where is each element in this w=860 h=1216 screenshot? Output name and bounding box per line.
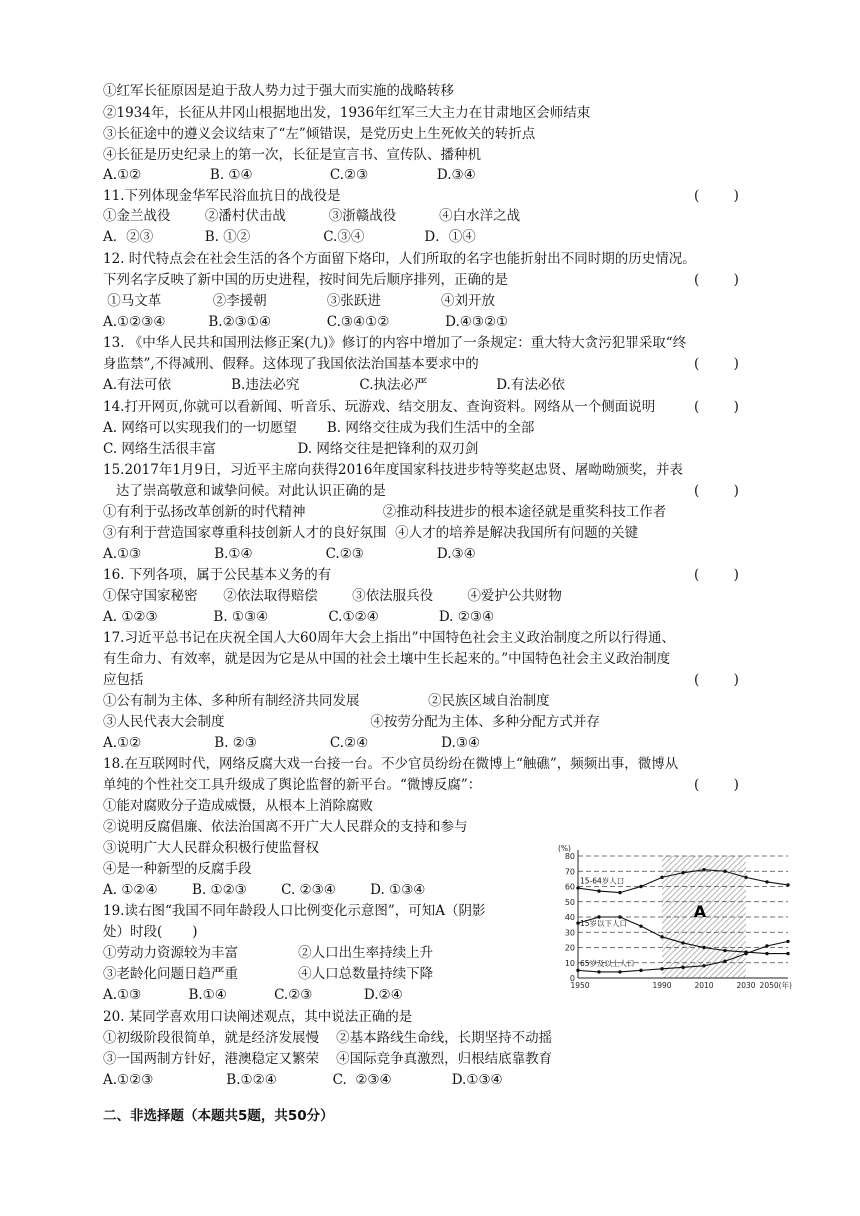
question-line: 11.下列体现金华军民浴血抗日的战役是 [103, 188, 341, 204]
y-tick-label: 80 [564, 852, 575, 861]
data-point [660, 876, 663, 879]
question-line: C. 网络生活很丰富 D. 网络交往是把锋利的双刃剑 [103, 441, 479, 457]
question-line: A．②③ B. ①② C.③④ D．①④ [103, 229, 476, 245]
y-tick-label: 50 [564, 897, 575, 907]
data-point [744, 876, 747, 879]
question-line: ③老龄化问题日趋严重 ④人口总数量持续下降 [103, 966, 434, 982]
x-tick-label: 2010 [694, 981, 714, 990]
data-point [618, 891, 621, 894]
question-line: ③人民代表大会制度 ④按劳分配为主体、多种分配方式并存 [103, 714, 600, 730]
question-line: A. 网络可以实现我们的一切愿望 B. 网络交往成为我们生活中的全部 [103, 420, 535, 436]
question-line: A.①③ B.①④ C.②③ D.②④ [103, 987, 403, 1003]
question-line: ②1934年，长征从井冈山根据地出发，1936年红军三大主力在甘肃地区会师结束 [103, 105, 591, 121]
data-point [786, 940, 789, 943]
data-point [723, 949, 726, 952]
data-point [765, 952, 768, 955]
data-point [597, 970, 600, 973]
question-line: ①劳动力资源较为丰富 ②人口出生率持续上升 [103, 945, 434, 961]
data-point [618, 970, 621, 973]
y-tick-label: 30 [564, 928, 575, 938]
question-line: 处）时段( ) [103, 924, 198, 940]
data-point [786, 952, 789, 955]
question-line: A.①③ B.①④ C.②③ D.③④ [103, 546, 476, 562]
data-point [639, 885, 642, 888]
y-tick-label: 60 [564, 882, 575, 892]
question-line: 有生命力、有效率，就是因为它是从中国的社会土壤中生长起来的。”中国特色社会主义政治制度 [103, 651, 671, 667]
x-tick-label: 2030 [736, 981, 756, 990]
data-point [639, 924, 642, 927]
y-unit-label: (%) [558, 844, 571, 853]
question-line: 下列名字反映了新中国的历史进程，按时间先后顺序排列，正确的是 [103, 272, 508, 288]
question-line: ④是一种新型的反腐手段 [103, 861, 252, 877]
question-line: 12. 时代特点会在社会生活的各个方面留下烙印，人们所取的名字也能折射出不同时期的历史情况。 [103, 251, 696, 267]
shaded-label: A [693, 902, 707, 921]
question-line: ②说明反腐倡廉、依法治国离不开广大人民群众的支持和参与 [103, 819, 468, 835]
answer-bracket: ( ) [694, 567, 739, 583]
y-tick-label: 70 [564, 867, 575, 877]
population-chart [556, 842, 792, 990]
data-point [765, 880, 768, 883]
data-point [639, 969, 642, 972]
question-line: 17.习近平总书记在庆祝全国人大60周年大会上指出”中国特色社会主义政治制度之所以行得通、 [103, 630, 676, 646]
question-line: A.①②③ B.①②④ C. ②③④ D.①③④ [103, 1072, 503, 1088]
y-tick-label: 20 [564, 943, 575, 953]
answer-bracket: ( ) [694, 672, 739, 688]
series-label: 15岁以下人口 [580, 919, 628, 929]
question-line: 14.打开网页,你就可以看新闻、听音乐、玩游戏、结交朋友、查询资料。网络从一个侧面说明 [103, 399, 656, 415]
question-line: 18.在互联网时代，网络反腐大戏一台接一台。不少官员纷纷在微博上“触礁”，频频出事，微博从 [103, 756, 679, 772]
question-line: A.①② B. ②③ C.②④ D.③④ [103, 735, 480, 751]
question-line: ①马文革 ②李援朝 ③张跃进 ④刘开放 [103, 293, 495, 309]
question-line: A. ①②③ B. ①③④ C.①②④ D. ②③④ [103, 609, 495, 625]
x-tick-label: 2050(年) [759, 981, 792, 990]
data-point [660, 935, 663, 938]
data-point [681, 941, 684, 944]
question-line: ④长征是历史纪录上的第一次，长征是宣言书、宣传队、播种机 [103, 147, 481, 163]
question-line: ①保守国家秘密 ②依法取得赔偿 ③依法服兵役 ④爱护公共财物 [103, 588, 562, 604]
data-point [576, 886, 579, 889]
question-line: ③一国两制方针好，港澳稳定又繁荣 ④国际竞争真激烈，归根结底靠教育 [103, 1051, 553, 1067]
data-point [597, 889, 600, 892]
question-line: A.①② B. ①④ C.②③ D.③④ [103, 167, 476, 183]
data-point [660, 967, 663, 970]
section-title: 二、非选择题（本题共5题，共50分） [103, 1108, 334, 1124]
question-line: 13. 《中华人民共和国刑法修正案(九)》修订的内容中增加了一条规定：重大特大贪污犯罪采取“终 [103, 335, 687, 351]
data-point [681, 871, 684, 874]
question-line: ①初级阶段很简单，就是经济发展慢 ②基本路线生命线，长期坚持不动摇 [103, 1030, 553, 1046]
y-tick-label: 40 [564, 913, 575, 922]
question-line: 15.2017年1月9日，习近平主席向获得2016年度国家科技进步特等奖赵忠贤、屠呦呦颁奖，并表 [103, 462, 683, 478]
question-line: ①公有制为主体、多种所有制经济共同发展 ②民族区域自治制度 [103, 693, 550, 709]
answer-bracket: ( ) [694, 188, 739, 204]
data-point [681, 966, 684, 969]
question-line: ①能对腐败分子造成威慑，从根本上消除腐败 [103, 798, 373, 814]
data-point [576, 969, 579, 972]
answer-bracket: ( ) [694, 356, 739, 372]
question-line: ③说明广大人民群众积极行使监督权 [103, 840, 319, 856]
answer-bracket: ( ) [694, 399, 739, 415]
data-point [765, 944, 768, 947]
x-tick-label: 1950 [570, 981, 590, 990]
data-point [702, 946, 705, 949]
question-line: 应包括 [103, 672, 144, 688]
series-label: 65岁及以上人口 [580, 958, 635, 968]
question-line: ①有利于弘扬改革创新的时代精神 ②推动科技进步的根本途径就是重奖科技工作者 [103, 504, 667, 520]
y-tick-label: 10 [564, 958, 575, 968]
question-line: ③长征途中的遵义会议结束了“左”倾错误，是党历史上生死攸关的转折点 [103, 126, 536, 142]
answer-bracket: ( ) [694, 483, 739, 499]
data-point [786, 883, 789, 886]
question-line: 20. 某同学喜欢用口诀阐述观点，其中说法正确的是 [103, 1009, 413, 1025]
question-line: ①红军长征原因是迫于敌人势力过于强大而实施的战略转移 [103, 83, 454, 99]
x-tick-label: 1990 [652, 981, 672, 990]
data-point [723, 960, 726, 963]
data-point [744, 952, 747, 955]
question-line: A.有法可依 B.违法必究 C.执法必严 D.有法必依 [103, 377, 565, 393]
question-line: 19.读右图“我国不同年龄段人口比例变化示意图”，可知A（阴影 [103, 903, 486, 919]
data-point [702, 964, 705, 967]
question-line: A. ①②④ B. ①②③ C. ②③④ D. ①③④ [103, 882, 426, 898]
question-line: ①金兰战役 ②潘村伏击战 ③浙赣战役 ④白水洋之战 [103, 208, 521, 224]
question-line: 单纯的个性社交工具升级成了舆论监督的新平台。“微博反腐”： [103, 777, 482, 793]
answer-bracket: ( ) [694, 272, 739, 288]
question-line: 身监禁”,不得减刑、假释。这体现了我国依法治国基本要求中的 [103, 356, 479, 372]
y-tick-label: 0 [569, 974, 575, 983]
question-line: 达了崇高敬意和诚挚问候。对此认识正确的是 [103, 483, 386, 499]
data-point [723, 870, 726, 873]
question-line: ③有利于营造国家尊重科技创新人才的良好氛围 ④人才的培养是解决我国所有问题的关键 [103, 525, 639, 541]
question-line: A.①②③④ B.②③①④ C.③④①② D.④③②① [103, 314, 509, 330]
data-point [702, 868, 705, 871]
answer-bracket: ( ) [694, 777, 739, 793]
series-label: 15-64岁人口 [580, 876, 625, 886]
question-line: 16. 下列各项，属于公民基本义务的有 [103, 567, 332, 583]
